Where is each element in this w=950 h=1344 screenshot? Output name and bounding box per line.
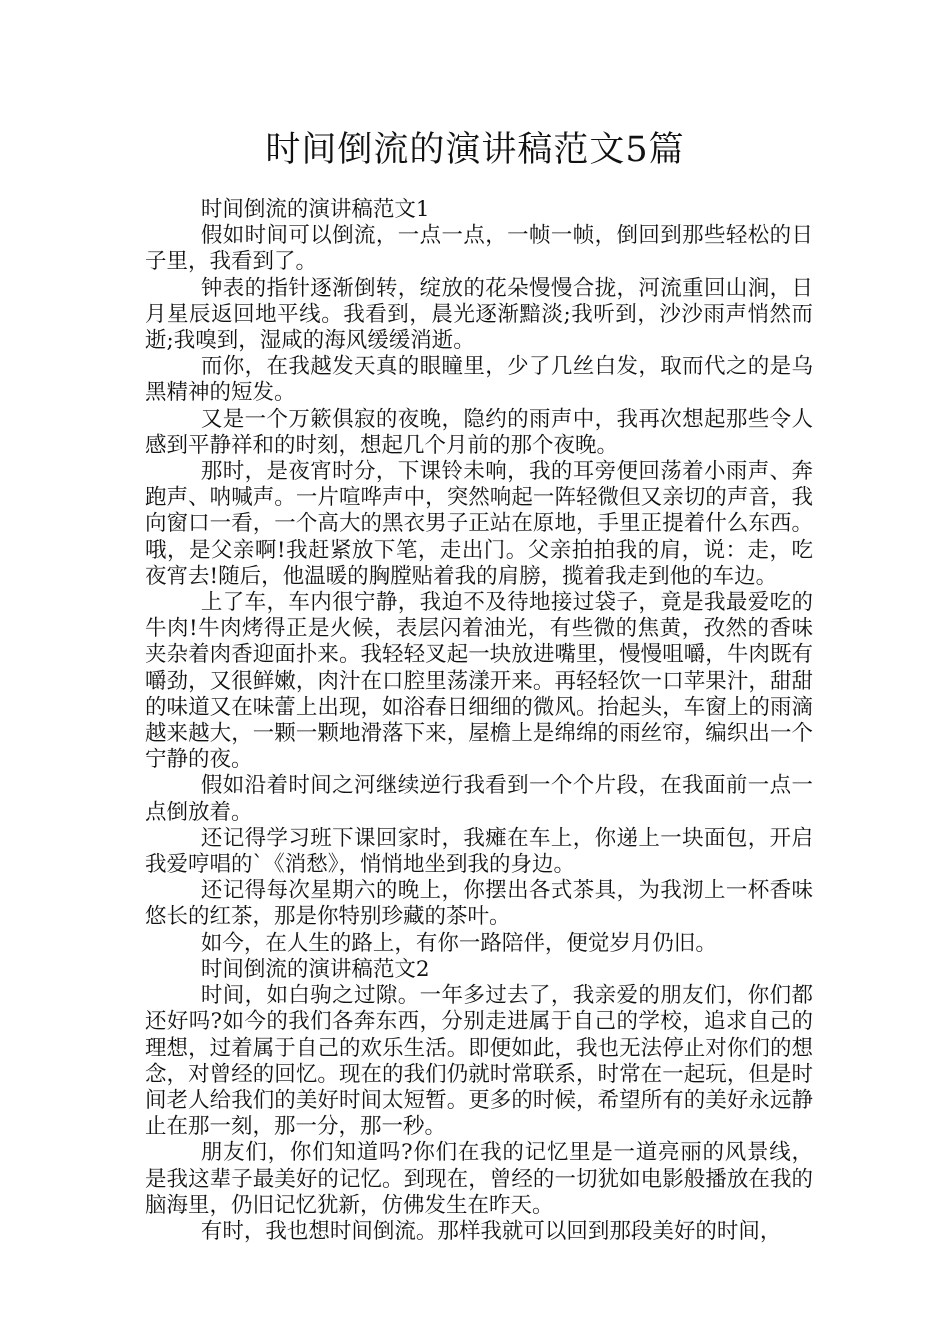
paragraph: 那时，是夜宵时分，下课铃未响，我的耳旁便回荡着小雨声、奔跑声、呐喊声。一片喧哗声中，突然响起一阵轻微但又亲切的声音，我向窗口一看，一个高大的黑衣男子正站在原地，手里正提着什么东西。哦，是父亲啊!我赶紧放下笔，走出门。父亲拍拍我的肩，说：走，吃夜宵去!随后，他温暖的胸膛贴着我的肩膀，揽着我走到他的车边。 xyxy=(145,459,813,589)
paragraph: 如今，在人生的路上，有你一路陪伴，便觉岁月仍旧。 xyxy=(200,930,717,956)
paragraph: 还记得学习班下课回家时，我瘫在车上，你递上一块面包，开启我爱哼唱的`《消愁》，悄悄地坐到我的身边。 xyxy=(145,825,813,878)
paragraph: 而你，在我越发天真的眼瞳里，少了几丝白发，取而代之的是乌黑精神的短发。 xyxy=(145,354,813,406)
paragraph: 假如时间可以倒流，一点一点，一帧一帧，倒回到那些轻松的日子里，我看到了。 xyxy=(145,223,813,275)
paragraph: 钟表的指针逐渐倒转，绽放的花朵慢慢合拢，河流重回山涧，日月星辰返回地平线。我看到，晨光逐渐黯淡;我听到，沙沙雨声悄然而逝;我嗅到，湿咸的海风缓缓消逝。 xyxy=(145,275,813,354)
paragraph: 朋友们，你们知道吗?你们在我的记忆里是一道亮丽的风景线，是我这辈子最美好的记忆。到现在，曾经的一切犹如电影般播放在我的脑海里，仍旧记忆犹新，仿佛发生在昨天。 xyxy=(145,1140,813,1218)
paragraph: 有时，我也想时间倒流。那样我就可以回到那段美好的时间， xyxy=(200,1218,782,1244)
paragraph: 又是一个万簌俱寂的夜晚，隐约的雨声中，我再次想起那些令人感到平静祥和的时刻，想起几个月前的那个夜晚。 xyxy=(145,406,813,458)
document-body xyxy=(145,197,813,1245)
paragraph: 时间，如白驹之过隙。一年多过去了，我亲爱的朋友们，你们都还好吗?如今的我们各奔东西，分别走进属于自己的学校，追求自己的理想，过着属于自己的欢乐生活。即便如此，我也无法停止对你们的想念，对曾经的回忆。现在的我们仍就时常联系，时常在一起玩，但是时间老人给我们的美好时间太短暂。更多的时候，希望所有的美好永远静止在那一刻，那一分，那一秒。 xyxy=(145,983,813,1140)
section-heading: 时间倒流的演讲稿范文2 xyxy=(200,956,430,982)
paragraph: 还记得每次星期六的晚上，你摆出各式茶具，为我沏上一杯香味悠长的红茶，那是你特别珍藏的茶叶。 xyxy=(145,878,813,930)
paragraph: 假如沿着时间之河继续逆行我看到一个个片段，在我面前一点一点倒放着。 xyxy=(145,773,813,825)
page-title: 时间倒流的演讲稿范文5篇 xyxy=(265,130,685,170)
paragraph: 上了车，车内很宁静，我迫不及待地接过袋子，竟是我最爱吃的牛肉!牛肉烤得正是火候，表层闪着油光，有些微的焦黄，孜然的香味夹杂着肉香迎面扑来。我轻轻叉起一块放进嘴里，慢慢咀嚼，牛肉既有嚼劲，又很鲜嫩，肉汁在口腔里荡漾开来。再轻轻饮一口苹果汁，甜甜的味道又在味蕾上出现，如浴春日细细的微风。抬起头，车窗上的雨滴越来越大，一颗一颗地滑落下来，屋檐上是绵绵的雨丝帘，编织出一个宁静的夜。 xyxy=(145,590,813,773)
section-heading: 时间倒流的演讲稿范文1 xyxy=(200,197,430,222)
